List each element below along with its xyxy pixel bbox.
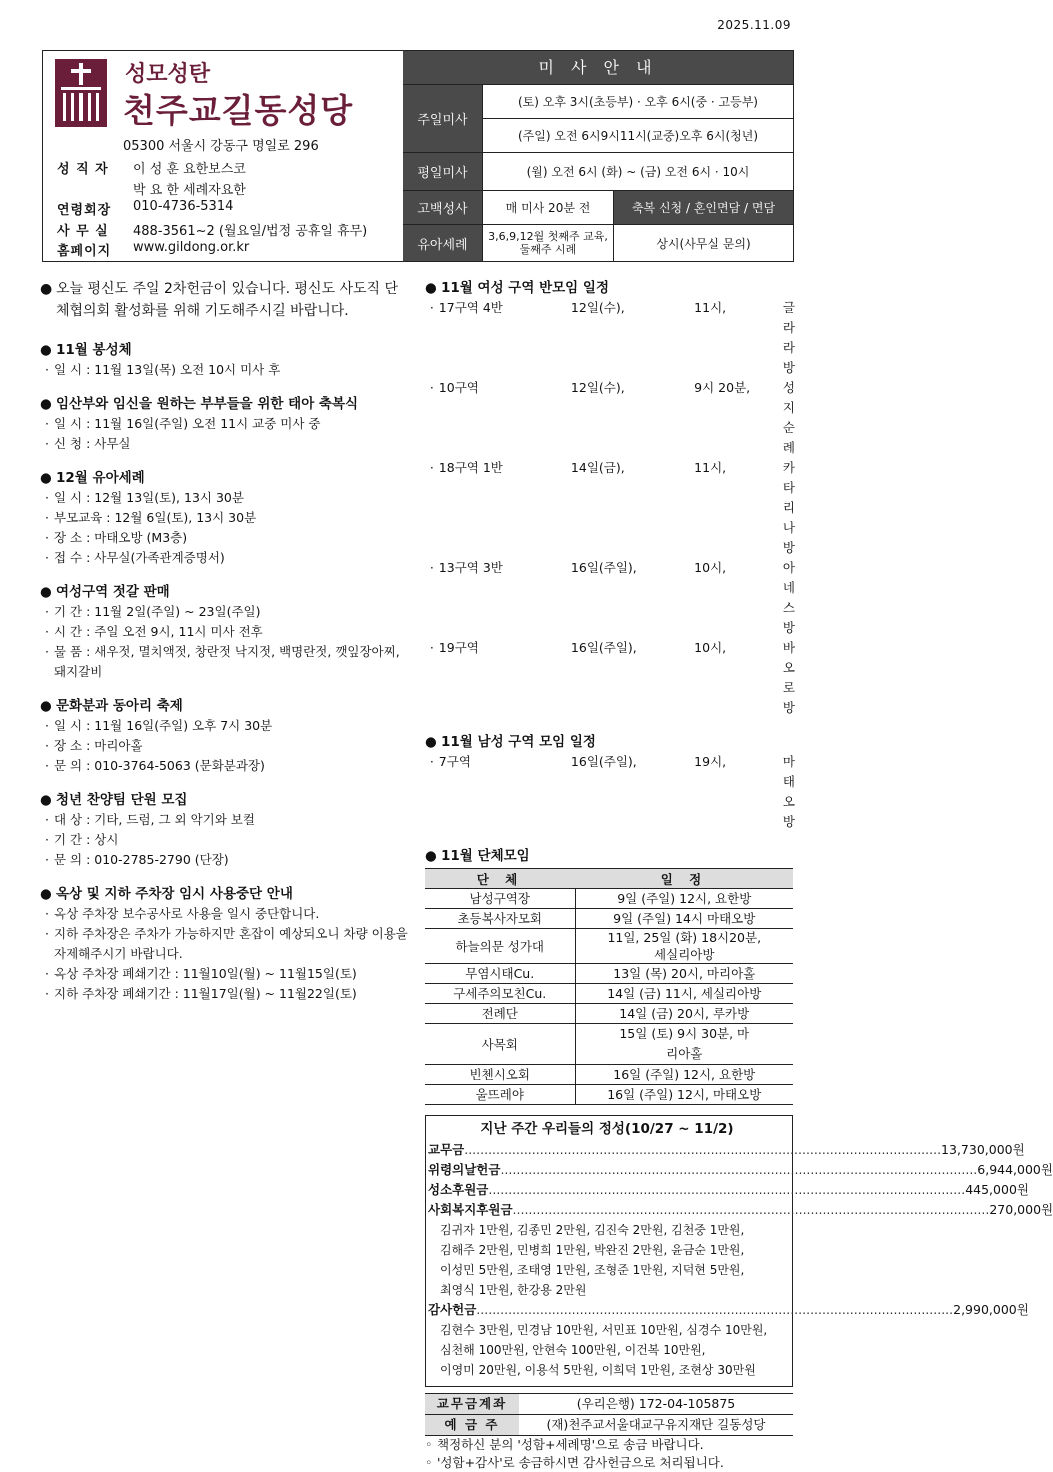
church-subtitle: 성모성탄 [125, 62, 211, 87]
section-jeotgal-sale: ● 여성구역 젓갈 판매 · 기 간 : 11월 2일(주일) ~ 23일(주일) · 시 간 : 주일 오전 9시, 11시 미사 전후 · 물 품 : 새우젓, 멸치액젓, 창란젓 낙지젓, 백명란젓, 깻잎장아찌, 돼지갈비 [40, 584, 400, 679]
bulletin-date: 2025.11.09 [717, 18, 791, 32]
list-item: · 17구역 4반 12일(수), 11시, 글라라방 [429, 300, 795, 375]
table-row: 초등복사자모회 9일 (주일) 14시 마태오방 [425, 909, 793, 929]
info-homepage: 홈페이지 www.gildong.or.kr [57, 240, 250, 259]
offer-line: 감사헌금 ..... 2,990,000원 [426, 1300, 788, 1320]
church-info [43, 51, 403, 261]
info-priest-2: 박 요 한 세례자요한 [133, 183, 246, 198]
table-row: 하늘의문 성가대 11일, 25일 (화) 18시20분, 세실리아방 [425, 929, 793, 964]
church-name: 천주교길동성당 [123, 91, 354, 130]
confession-row: 고백성사 매 미사 20분 전 축복 신청 / 혼인면담 / 면담 [403, 191, 793, 225]
table-row: 구세주의모친Cu. 14일 (금) 11시, 세실리아방 [425, 984, 793, 1004]
section-groups: ● 11월 단체모임 단 체 일 정 남성구역장 9일 (주일) 12시, 요한방 초등복사자모회 9일 (주일) 14시 마태오방 하늘의문 성가대 11일, 25일 (화) 18시20분, 세실리아방 무염시태Cu. 13일 (목) 20시, 마리아홀 구세주의모친Cu. 14일 (금) 11시, 세실리아방 전례단 14일 (금) 20시, 루카방 사목회 15일 (토) 9시 30분, 마리아홀 빈첸시오회 16일 (주일) 12시, 요한방 울뜨레야 16일 (주일) 12시, 마태오방 [425, 846, 795, 1105]
infant-baptism-row: 유아세례 3,6,9,12월 첫째주 교육, 둘째주 시례 상시(사무실 문의) [403, 225, 793, 261]
section-communion: ● 11월 봉성체 · 일 시 : 11월 13일(목) 오전 10시 미사 후 [40, 342, 281, 377]
section-parking: ● 옥상 및 지하 주차장 임시 사용중단 안내 · 옥상 주차장 보수공사로 사용을 일시 중단합니다. · 지하 주차장은 주차가 가능하지만 혼잡이 예상되오니 차량 이용을 자제해주시기 바랍니다. · 옥상 주차장 폐쇄기간 : 11월10일(월) ~ 11월15일(토) · 지하 주차장 폐쇄기간 : 11월17일(월) ~ 11월22일(토) [40, 886, 408, 1001]
church-logo [55, 59, 107, 127]
mass-schedule [403, 51, 793, 261]
account-box: 교무금계좌 (우리은행) 172-04-105875 예 금 주 (재)천주교서울대교구유지재단 길동성당 ◦ 책정하신 분의 '성함+세례명'으로 송금 바랍니다. ◦ '성함+감사'로 송금하시면 감사헌금으로 처리됩니다. [425, 1393, 793, 1472]
church-address: 05300 서울시 강동구 명일로 296 [123, 139, 319, 154]
offering-box: 지난 주간 우리들의 정성(10/27 ~ 11/2) 교무금 ..... 13,730,000원 위령의날헌금 ..... 6,944,000원 성소후원금 ..... 445,000원 사회복지후원금 ..... 270,000원 김귀자 1만원, 김종민 2만원, 김진숙 2만원, 김천중 1만원, 김해주 2만원, 민병희 1만원, 박완진 2만원, 윤금순 1만원, 이성민 5만원, 조태영 1만원, 조형준 1만원, 지덕현 5만원, 최영식 1만원, 한강용 2만원 감사헌금 ..... 2,990,000원 김현수 3만원, 민경남 10만원, 서민표 10만원, 심경수 10만원, 심천해 100만원, 안현숙 100만원, 이건복 10만원, 이영미 20만원, 이용석 5만원, 이희덕 1만원, 조현상 30만원 [425, 1115, 793, 1387]
offer-line: 교무금 ..... 13,730,000원 [426, 1140, 788, 1160]
info-office: 사 무 실 488-3561~2 (월요일/법정 공휴일 휴무) [57, 224, 368, 239]
list-item: · 13구역 3반 16일(주일), 10시, 아네스방 [429, 560, 795, 635]
header-box [42, 50, 794, 262]
table-row: 남성구역장 9일 (주일) 12시, 요한방 [425, 889, 793, 909]
offer-line: 위령의날헌금 ..... 6,944,000원 [426, 1160, 788, 1180]
section-blessing: ● 임산부와 임신을 원하는 부부들을 위한 태아 축복식 · 일 시 : 11월 16일(주일) 오전 11시 교중 미사 중 · 신 청 : 사무실 [40, 396, 359, 451]
info-priest-1: 성 직 자 이 성 훈 요한보스코 [57, 162, 246, 177]
list-item: · 19구역 16일(주일), 10시, 바오로방 [429, 640, 795, 715]
section-men-meetings: ● 11월 남성 구역 모임 일정 · 7구역 16일(주일), 19시, 마태오방 [425, 732, 795, 832]
section-praise-team: ● 청년 찬양팀 단원 모집 · 대 상 : 기타, 드럼, 그 외 악기와 보컬 · 기 간 : 상시 · 문 의 : 010-2785-2790 (단장) [40, 792, 255, 867]
groups-table: 단 체 일 정 남성구역장 9일 (주일) 12시, 요한방 초등복사자모회 9일 (주일) 14시 마태오방 하늘의문 성가대 11일, 25일 (화) 18시20분, 세실리아방 무염시태Cu. 13일 (목) 20시, 마리아홀 구세주의모친Cu. 14일 (금) 11시, 세실리아방 전례단 14일 (금) 20시, 루카방 사목회 15일 (토) 9시 30분, 마리아홀 빈첸시오회 16일 (주일) 12시, 요한방 울뜨레야 16일 (주일) 12시, 마태오방 [425, 868, 793, 1105]
weekday-mass-row: 평일미사 (월) 오전 6시 (화) ~ (금) 오전 6시 · 10시 [403, 153, 793, 191]
table-row: 빈첸시오회 16일 (주일) 12시, 요한방 [425, 1065, 793, 1085]
list-item: · 18구역 1반 14일(금), 11시, 카타리나방 [429, 460, 795, 555]
section-women-meetings: ● 11월 여성 구역 반모임 일정 · 17구역 4반 12일(수), 11시, 글라라방 · 10구역 12일(수), 9시 20분, 성지순례 · 18구역 1반 14일(금), 11시, 카타리나방 · 13구역 3반 16일(주일), 10시, 아네스방 · 19구역 16일(주일), 10시, 바오로방 [425, 278, 795, 718]
table-row: 무염시태Cu. 13일 (목) 20시, 마리아홀 [425, 964, 793, 984]
section-infant-baptism: ● 12월 유아세례 · 일 시 : 12월 13일(토), 13시 30분 · 부모교육 : 12월 6일(토), 13시 30분 · 장 소 : 마태오방 (M3층) · 접 수 : 사무실(가족관계증명서) [40, 470, 257, 565]
offer-line: 성소후원금 ..... 445,000원 [426, 1180, 788, 1200]
list-item: · 7구역 16일(주일), 19시, 마태오방 [429, 754, 795, 829]
right-column [425, 278, 1053, 1472]
mass-title: 미 사 안 내 [403, 51, 793, 85]
offer-line: 사회복지후원금 ..... 270,000원 [426, 1200, 788, 1220]
table-row: 전례단 14일 (금) 20시, 루카방 [425, 1004, 793, 1024]
sunday-mass-row: 주일미사 (토) 오후 3시(초등부) · 오후 6시(중 · 고등부) (주일) 오전 6시9시11시(교중)오후 6시(청년) [403, 85, 793, 153]
info-funeral: 연령회장 010-4736-5314 [57, 199, 234, 218]
left-column [40, 278, 410, 1018]
section-festival: ● 문화분과 동아리 축제 · 일 시 : 11월 16일(주일) 오후 7시 30분 · 장 소 : 마리아홀 · 문 의 : 010-3764-5063 (문화분과장) [40, 698, 273, 773]
table-row: 울뜨레야 16일 (주일) 12시, 마태오방 [425, 1085, 793, 1105]
notice-section: ● 오늘 평신도 주일 2차헌금이 있습니다. 평신도 사도직 단체협의회 활성화를 위해 기도해주시길 바랍니다. [40, 281, 399, 319]
table-row: 사목회 15일 (토) 9시 30분, 마리아홀 [425, 1024, 793, 1065]
list-item: · 10구역 12일(수), 9시 20분, 성지순례 [429, 380, 795, 455]
